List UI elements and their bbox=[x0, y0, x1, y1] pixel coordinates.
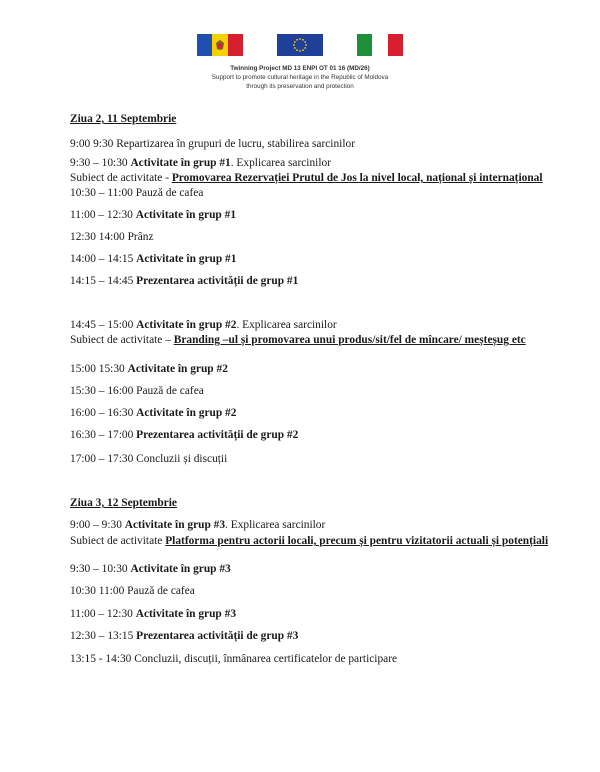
item-title: Activitate în grup #2 bbox=[136, 407, 237, 419]
eu-star-icon bbox=[299, 38, 301, 40]
eu-star-icon bbox=[296, 39, 298, 41]
item-title: Activitate în grup #3 bbox=[130, 563, 231, 575]
eu-star-icon bbox=[294, 47, 296, 49]
item-title: Prezentarea activității de grup #3 bbox=[136, 630, 299, 642]
item-title: Activitate în grup #2 bbox=[127, 363, 228, 375]
schedule-item bbox=[70, 562, 231, 576]
schedule-item bbox=[70, 156, 331, 170]
item-time: 12:30 14:00 bbox=[70, 231, 128, 243]
moldova-flag-icon bbox=[197, 34, 243, 56]
italy-flag-icon bbox=[357, 34, 403, 56]
item-time: 12:30 – 13:15 bbox=[70, 630, 137, 642]
item-text: . Explicarea sarcinilor bbox=[225, 519, 326, 531]
schedule-item bbox=[70, 629, 298, 643]
subject-line bbox=[70, 534, 548, 548]
schedule-item bbox=[70, 186, 203, 200]
item-time: 16:00 – 16:30 bbox=[70, 407, 137, 419]
item-time: 11:00 – 12:30 bbox=[70, 608, 136, 620]
subject-title: Branding –ul și promovarea unui produs/sit/fel de mîncare/ meșteșug etc bbox=[173, 334, 526, 346]
item-time: 9:30 – 10:30 bbox=[70, 157, 131, 169]
item-time: 11:00 – 12:30 bbox=[70, 209, 136, 221]
item-time: 9:00 9:30 bbox=[70, 138, 117, 150]
item-text: Pauză de cafea bbox=[135, 187, 204, 199]
item-time: 14:15 – 14:45 bbox=[70, 275, 137, 287]
subject-title: Promovarea Rezervației Prutul de Jos la nivel local, național și internațional bbox=[171, 172, 543, 184]
item-text: Repartizarea în grupuri de lucru, stabilirea sarcinilor bbox=[116, 138, 355, 150]
item-time: 16:30 – 17:00 bbox=[70, 429, 137, 441]
project-subtitle-1: Support to promote cultural heritage in the Republic of Moldova bbox=[211, 74, 389, 81]
item-title: Prezentarea activității de grup #2 bbox=[136, 429, 299, 441]
eu-star-icon bbox=[299, 50, 301, 52]
schedule-item bbox=[70, 252, 236, 266]
project-subtitle-2: through its preservation and protection bbox=[246, 83, 354, 90]
item-title: Activitate în grup #1 bbox=[130, 157, 231, 169]
subject-label: Subiect de activitate bbox=[70, 535, 166, 547]
subject-line bbox=[70, 333, 526, 347]
schedule-item bbox=[70, 384, 204, 398]
schedule-item bbox=[70, 362, 228, 376]
schedule-item bbox=[70, 428, 298, 442]
item-text: Concluzii și discuții bbox=[136, 453, 228, 465]
item-title: Activitate în grup #3 bbox=[124, 519, 226, 531]
project-title: Twinning Project MD 13 ENPI OT 01 16 (MD/26) bbox=[230, 65, 370, 72]
item-text: Pauză de cafea bbox=[136, 385, 204, 397]
eu-star-icon bbox=[302, 39, 304, 41]
eu-star-icon bbox=[304, 47, 306, 49]
subject-title: Platforma pentru actorii locali, precum și pentru vizitatorii actuali și potențiali bbox=[165, 535, 549, 547]
item-time: 15:30 – 16:00 bbox=[70, 385, 137, 397]
item-time: 14:00 – 14:15 bbox=[70, 253, 137, 265]
item-time: 9:00 – 9:30 bbox=[70, 519, 125, 531]
item-title: Activitate în grup #3 bbox=[135, 608, 237, 620]
eu-star-icon bbox=[293, 44, 295, 46]
item-title: Activitate în grup #1 bbox=[136, 253, 237, 265]
schedule-item bbox=[70, 318, 337, 332]
item-title: Activitate în grup #1 bbox=[135, 209, 237, 221]
schedule-item bbox=[70, 584, 195, 598]
item-text: Prânz bbox=[127, 231, 154, 243]
project-header bbox=[0, 64, 600, 91]
eu-flag-icon bbox=[277, 34, 323, 56]
flags-row bbox=[0, 34, 600, 56]
subject-label: Subiect de activitate – bbox=[70, 334, 174, 346]
schedule-item bbox=[70, 452, 227, 466]
item-time: 9:30 – 10:30 bbox=[70, 563, 131, 575]
item-time: 10:30 – 11:00 bbox=[70, 187, 136, 199]
schedule-item bbox=[70, 406, 236, 420]
schedule-item bbox=[70, 137, 355, 151]
item-text: Pauză de cafea bbox=[127, 585, 195, 597]
item-text: . Explicarea sarcinilor bbox=[230, 157, 331, 169]
eu-star-icon bbox=[304, 41, 306, 43]
subject-label: Subiect de activitate - bbox=[70, 172, 172, 184]
schedule-item bbox=[70, 607, 236, 621]
subject-line bbox=[70, 171, 543, 185]
item-text: . Explicarea sarcinilor bbox=[236, 319, 337, 331]
day2-heading: Ziua 2, 11 Septembrie bbox=[70, 113, 177, 125]
eu-star-icon bbox=[302, 49, 304, 51]
item-time: 10:30 11:00 bbox=[70, 585, 128, 597]
schedule-item bbox=[70, 230, 154, 244]
item-text: Concluzii, discuții, înmânarea certificatelor de participare bbox=[134, 653, 398, 665]
item-time: 15:00 15:30 bbox=[70, 363, 128, 375]
item-time: 13:15 - 14:30 bbox=[70, 653, 135, 665]
schedule-item bbox=[70, 518, 325, 532]
item-time: 17:00 – 17:30 bbox=[70, 453, 137, 465]
schedule-item bbox=[70, 274, 298, 288]
schedule-item bbox=[70, 208, 236, 222]
schedule-item bbox=[70, 652, 397, 666]
item-title: Activitate în grup #2 bbox=[136, 319, 237, 331]
eu-star-icon bbox=[296, 49, 298, 51]
day3-heading: Ziua 3, 12 Septembrie bbox=[70, 497, 177, 509]
eu-star-icon bbox=[305, 44, 307, 46]
item-time: 14:45 – 15:00 bbox=[70, 319, 137, 331]
eu-star-icon bbox=[294, 41, 296, 43]
item-title: Prezentarea activității de grup #1 bbox=[136, 275, 299, 287]
